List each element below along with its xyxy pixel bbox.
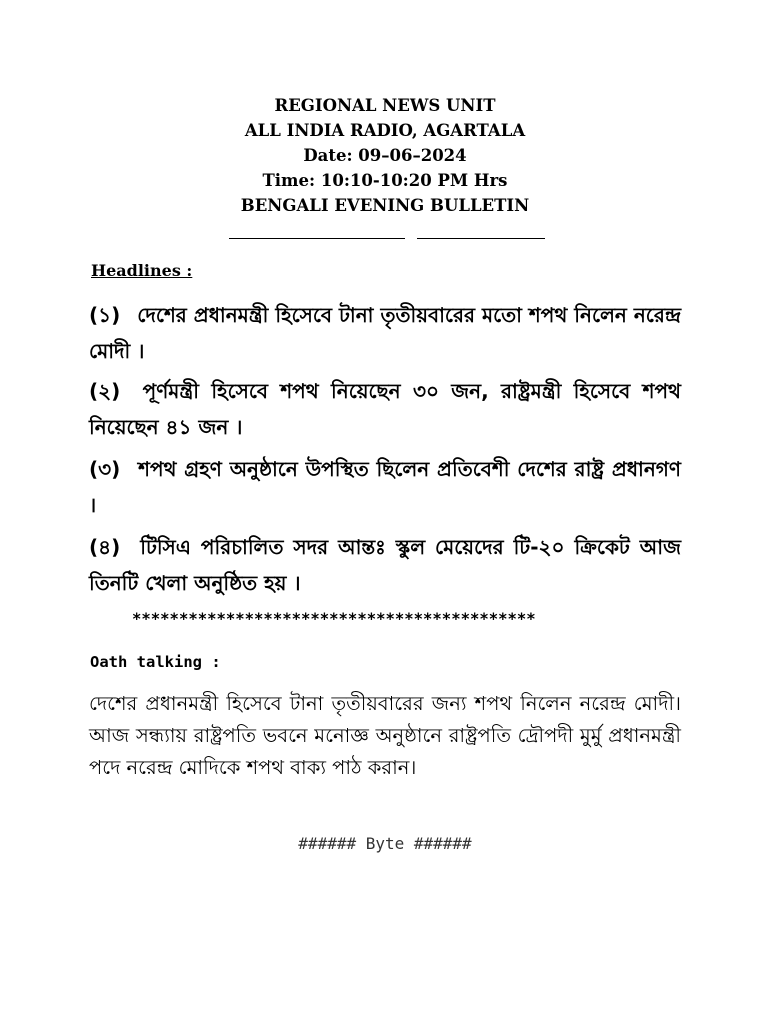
headline-item — [89, 529, 681, 601]
oath-section-label: Oath talking : — [90, 653, 221, 671]
header-divider — [0, 238, 770, 240]
headline-number: (২) — [89, 379, 121, 403]
headline-item — [89, 451, 681, 523]
headline-number: (৪) — [89, 535, 121, 559]
byte-marker: ###### Byte ###### — [298, 834, 472, 853]
bulletin-time: Time: 10:10-10:20 PM Hrs — [262, 171, 508, 190]
station-name: ALL INDIA RADIO, AGARTALA — [244, 121, 526, 140]
headline-text: শপথ গ্রহণ অনুষ্ঠানে উপস্থিত ছিলেন প্রতিবেশী দেশের রাষ্ট্র প্রধানগণ । — [89, 457, 682, 517]
headline-text: টিসিএ পরিচালিত সদর আন্তঃ স্কুল মেয়েদের টি-২০ ক্রিকেট আজ তিনটি খেলা অনুষ্ঠিত হয় । — [89, 535, 681, 595]
divider-right — [417, 238, 545, 240]
headline-text: পূর্ণমন্ত্রী হিসেবে শপথ নিয়েছেন ৩০ জন, রাষ্ট্রমন্ত্রী হিসেবে শপথ নিয়েছেন ৪১ জন । — [89, 379, 681, 439]
headline-number: (১) — [89, 303, 121, 327]
news-unit-title: REGIONAL NEWS UNIT — [274, 96, 496, 115]
divider-left — [229, 238, 405, 240]
headline-item — [89, 297, 681, 369]
oath-story-text: দেশের প্রধানমন্ত্রী হিসেবে টানা তৃতীয়বারের জন্য শপথ নিলেন নরেন্দ্র মোদী। আজ সন্ধ্যায় রাষ্ট্রপতি ভবনে মনোজ্ঞ অনুষ্ঠানে রাষ্ট্রপতি দ্রৌপদী মুর্মু প্রধানমন্ত্রী পদে নরেন্দ্র মোদিকে শপথ বাক্য পাঠ করান। — [89, 692, 681, 779]
bulletin-date: Date: 09–06–2024 — [303, 146, 467, 165]
bulletin-header — [0, 93, 770, 218]
bulletin-name: BENGALI EVENING BULLETIN — [240, 196, 530, 215]
section-separator: ******************************************* — [132, 610, 536, 628]
headlines-heading: Headlines : — [91, 261, 193, 280]
headline-number: (৩) — [89, 457, 121, 481]
headline-text: দেশের প্রধানমন্ত্রী হিসেবে টানা তৃতীয়বারের মতো শপথ নিলেন নরেন্দ্র মোদী । — [89, 303, 681, 363]
headline-item — [89, 373, 681, 445]
